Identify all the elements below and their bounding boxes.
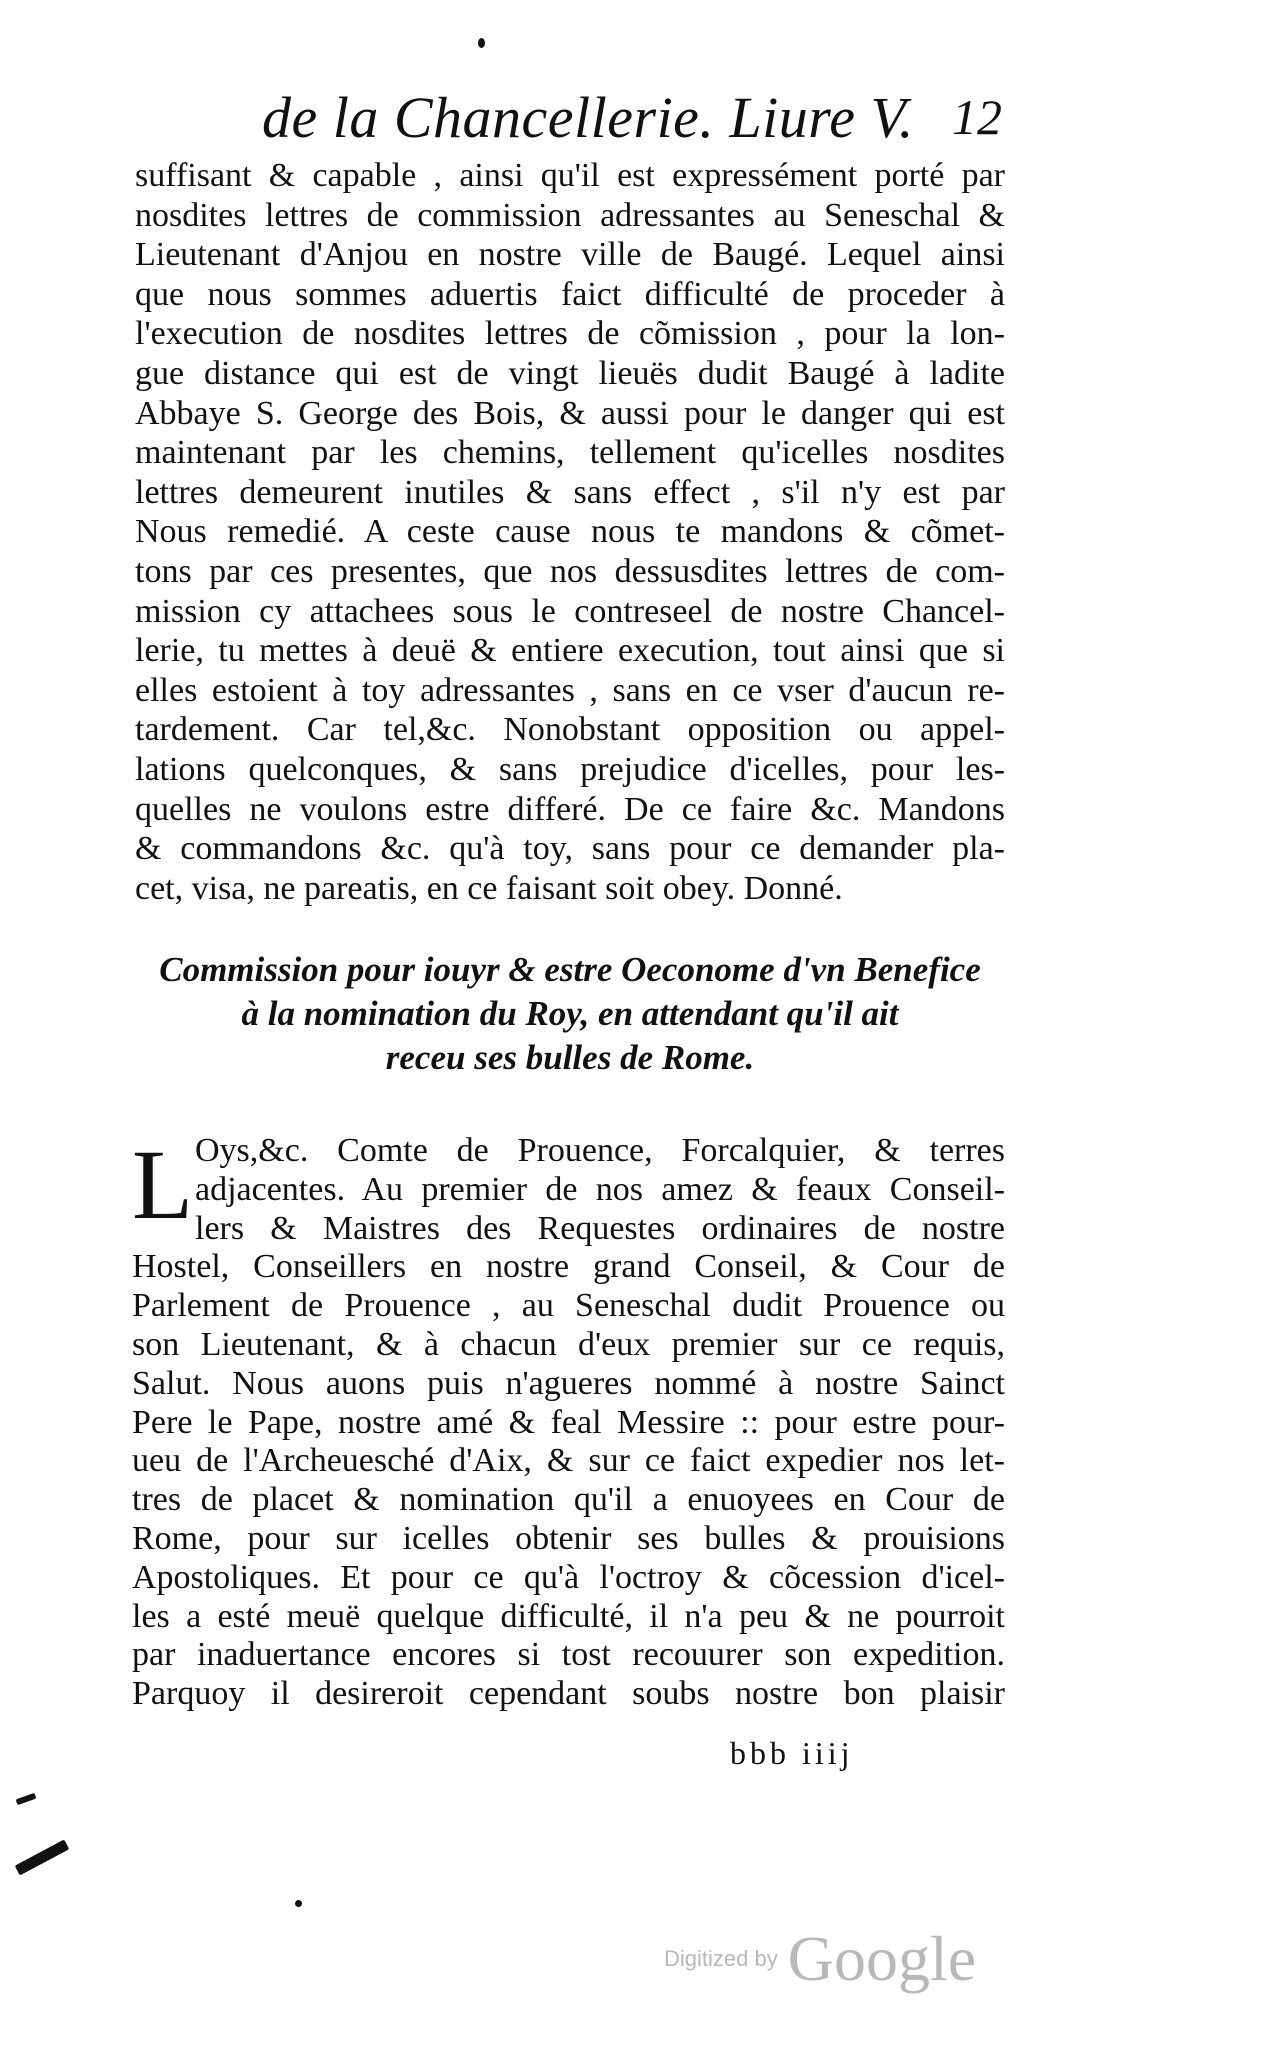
- text-line: tons par ces presentes, que nos dessusdites lettres de com-: [135, 552, 1005, 590]
- text-line: mission cy attachees sous le contreseel de nostre Chancel-: [135, 592, 1005, 630]
- text-line: ueu de l'Archeuesché d'Aix, & sur ce faict expedier nos let-: [132, 1442, 1005, 1480]
- running-title: de la Chancellerie. Liure V.: [262, 85, 914, 150]
- text-line: tardement. Car tel,&c. Nonobstant opposition ou appel-: [135, 711, 1005, 749]
- text-line: lations quelconques, & sans prejudice d'icelles, pour les-: [135, 750, 1005, 788]
- heading-line: Commission pour iouyr & estre Oeconome d'vn Benefice: [159, 950, 981, 989]
- heading-line: à la nomination du Roy, en attendant qu'il ait: [241, 994, 899, 1033]
- text-line: & commandons &c. qu'à toy, sans pour ce demander pla-: [135, 830, 1005, 868]
- ink-speck: [16, 1793, 37, 1805]
- paragraph-continued: [135, 156, 1005, 908]
- ink-dot: [478, 38, 485, 48]
- ink-speck: [15, 1839, 70, 1875]
- text-line: tres de placet & nomination qu'il a enuoyees en Cour de: [132, 1481, 1005, 1519]
- text-line: lettres demeurent inutiles & sans effect , s'il n'y est par: [135, 473, 1005, 511]
- drop-cap: L: [132, 1129, 194, 1240]
- text-line: par inaduertance encores si tost recouurer son expedition.: [132, 1636, 1005, 1674]
- text-line: nosdites lettres de commission adressantes au Seneschal &: [135, 196, 1005, 234]
- text-line: gue distance qui est de vingt lieuës dudit Baugé à ladite: [135, 354, 1005, 392]
- text-line: suffisant & capable , ainsi qu'il est expressément porté par: [135, 157, 1005, 194]
- text-line: Abbaye S. George des Bois, & aussi pour le danger qui est: [135, 394, 1005, 432]
- text-line: Oys,&c. Comte de Prouence, Forcalquier, & terres: [195, 1132, 1005, 1169]
- text-line: quelles ne voulons estre differé. De ce faire &c. Mandons: [135, 790, 1005, 828]
- text-line: l'execution de nosdites lettres de cõmission , pour la lon-: [135, 315, 1005, 353]
- running-header: [262, 84, 1002, 154]
- text-line: maintenant par les chemins, tellement qu'icelles nosdites: [135, 434, 1005, 472]
- commission-paragraph: [132, 1129, 1005, 1714]
- text-line: Pere le Pape, nostre amé & feal Messire :: pour estre pour-: [132, 1403, 1005, 1441]
- text-line: que nous sommes aduertis faict difficulté de proceder à: [135, 275, 1005, 313]
- text-line: Nous remedié. A ceste cause nous te mandons & cõmet-: [135, 513, 1005, 551]
- text-line: lerie, tu mettes à deuë & entiere execution, tout ainsi que si: [135, 632, 1005, 670]
- text-line: adjacentes. Au premier de nos amez & feaux Conseil-: [195, 1170, 1005, 1208]
- digitized-watermark: [664, 1922, 976, 1996]
- text-line: elles estoient à toy adressantes , sans en ce vser d'aucun re-: [135, 671, 1005, 709]
- text-line: lers & Maistres des Requestes ordinaires de nostre: [195, 1209, 1005, 1247]
- text-line: Rome, pour sur icelles obtenir ses bulles & prouisions: [132, 1519, 1005, 1557]
- text-line: Hostel, Conseillers en nostre grand Conseil, & Cour de: [132, 1248, 1005, 1286]
- folio-number: 12: [952, 89, 1002, 145]
- watermark-prefix: Digitized by: [664, 1946, 778, 1971]
- text-line: les a esté meuë quelque difficulté, il n'a peu & ne pourroit: [132, 1597, 1005, 1635]
- text-line: Salut. Nous auons puis n'agueres nommé à nostre Sainct: [132, 1364, 1005, 1402]
- text-line: Parlement de Prouence , au Seneschal dudit Prouence ou: [132, 1287, 1005, 1325]
- text-line: Parquoy il desireroit cependant soubs nostre bon plaisir: [132, 1675, 1005, 1713]
- text-line: son Lieutenant, & à chacun d'eux premier sur ce requis,: [132, 1325, 1005, 1363]
- text-line: cet, visa, ne pareatis, en ce faisant soit obey. Donné.: [135, 869, 843, 907]
- google-logo: Google: [787, 1923, 977, 1994]
- text-line: Apostoliques. Et pour ce qu'à l'octroy & cõcession d'icel-: [132, 1558, 1005, 1596]
- ink-speck: [295, 1900, 302, 1907]
- text-line: Lieutenant d'Anjou en nostre ville de Baugé. Lequel ainsi: [135, 236, 1005, 274]
- signature-mark: bbb iiij: [730, 1735, 854, 1771]
- section-heading: [120, 948, 1020, 1080]
- heading-line: receu ses bulles de Rome.: [385, 1038, 755, 1077]
